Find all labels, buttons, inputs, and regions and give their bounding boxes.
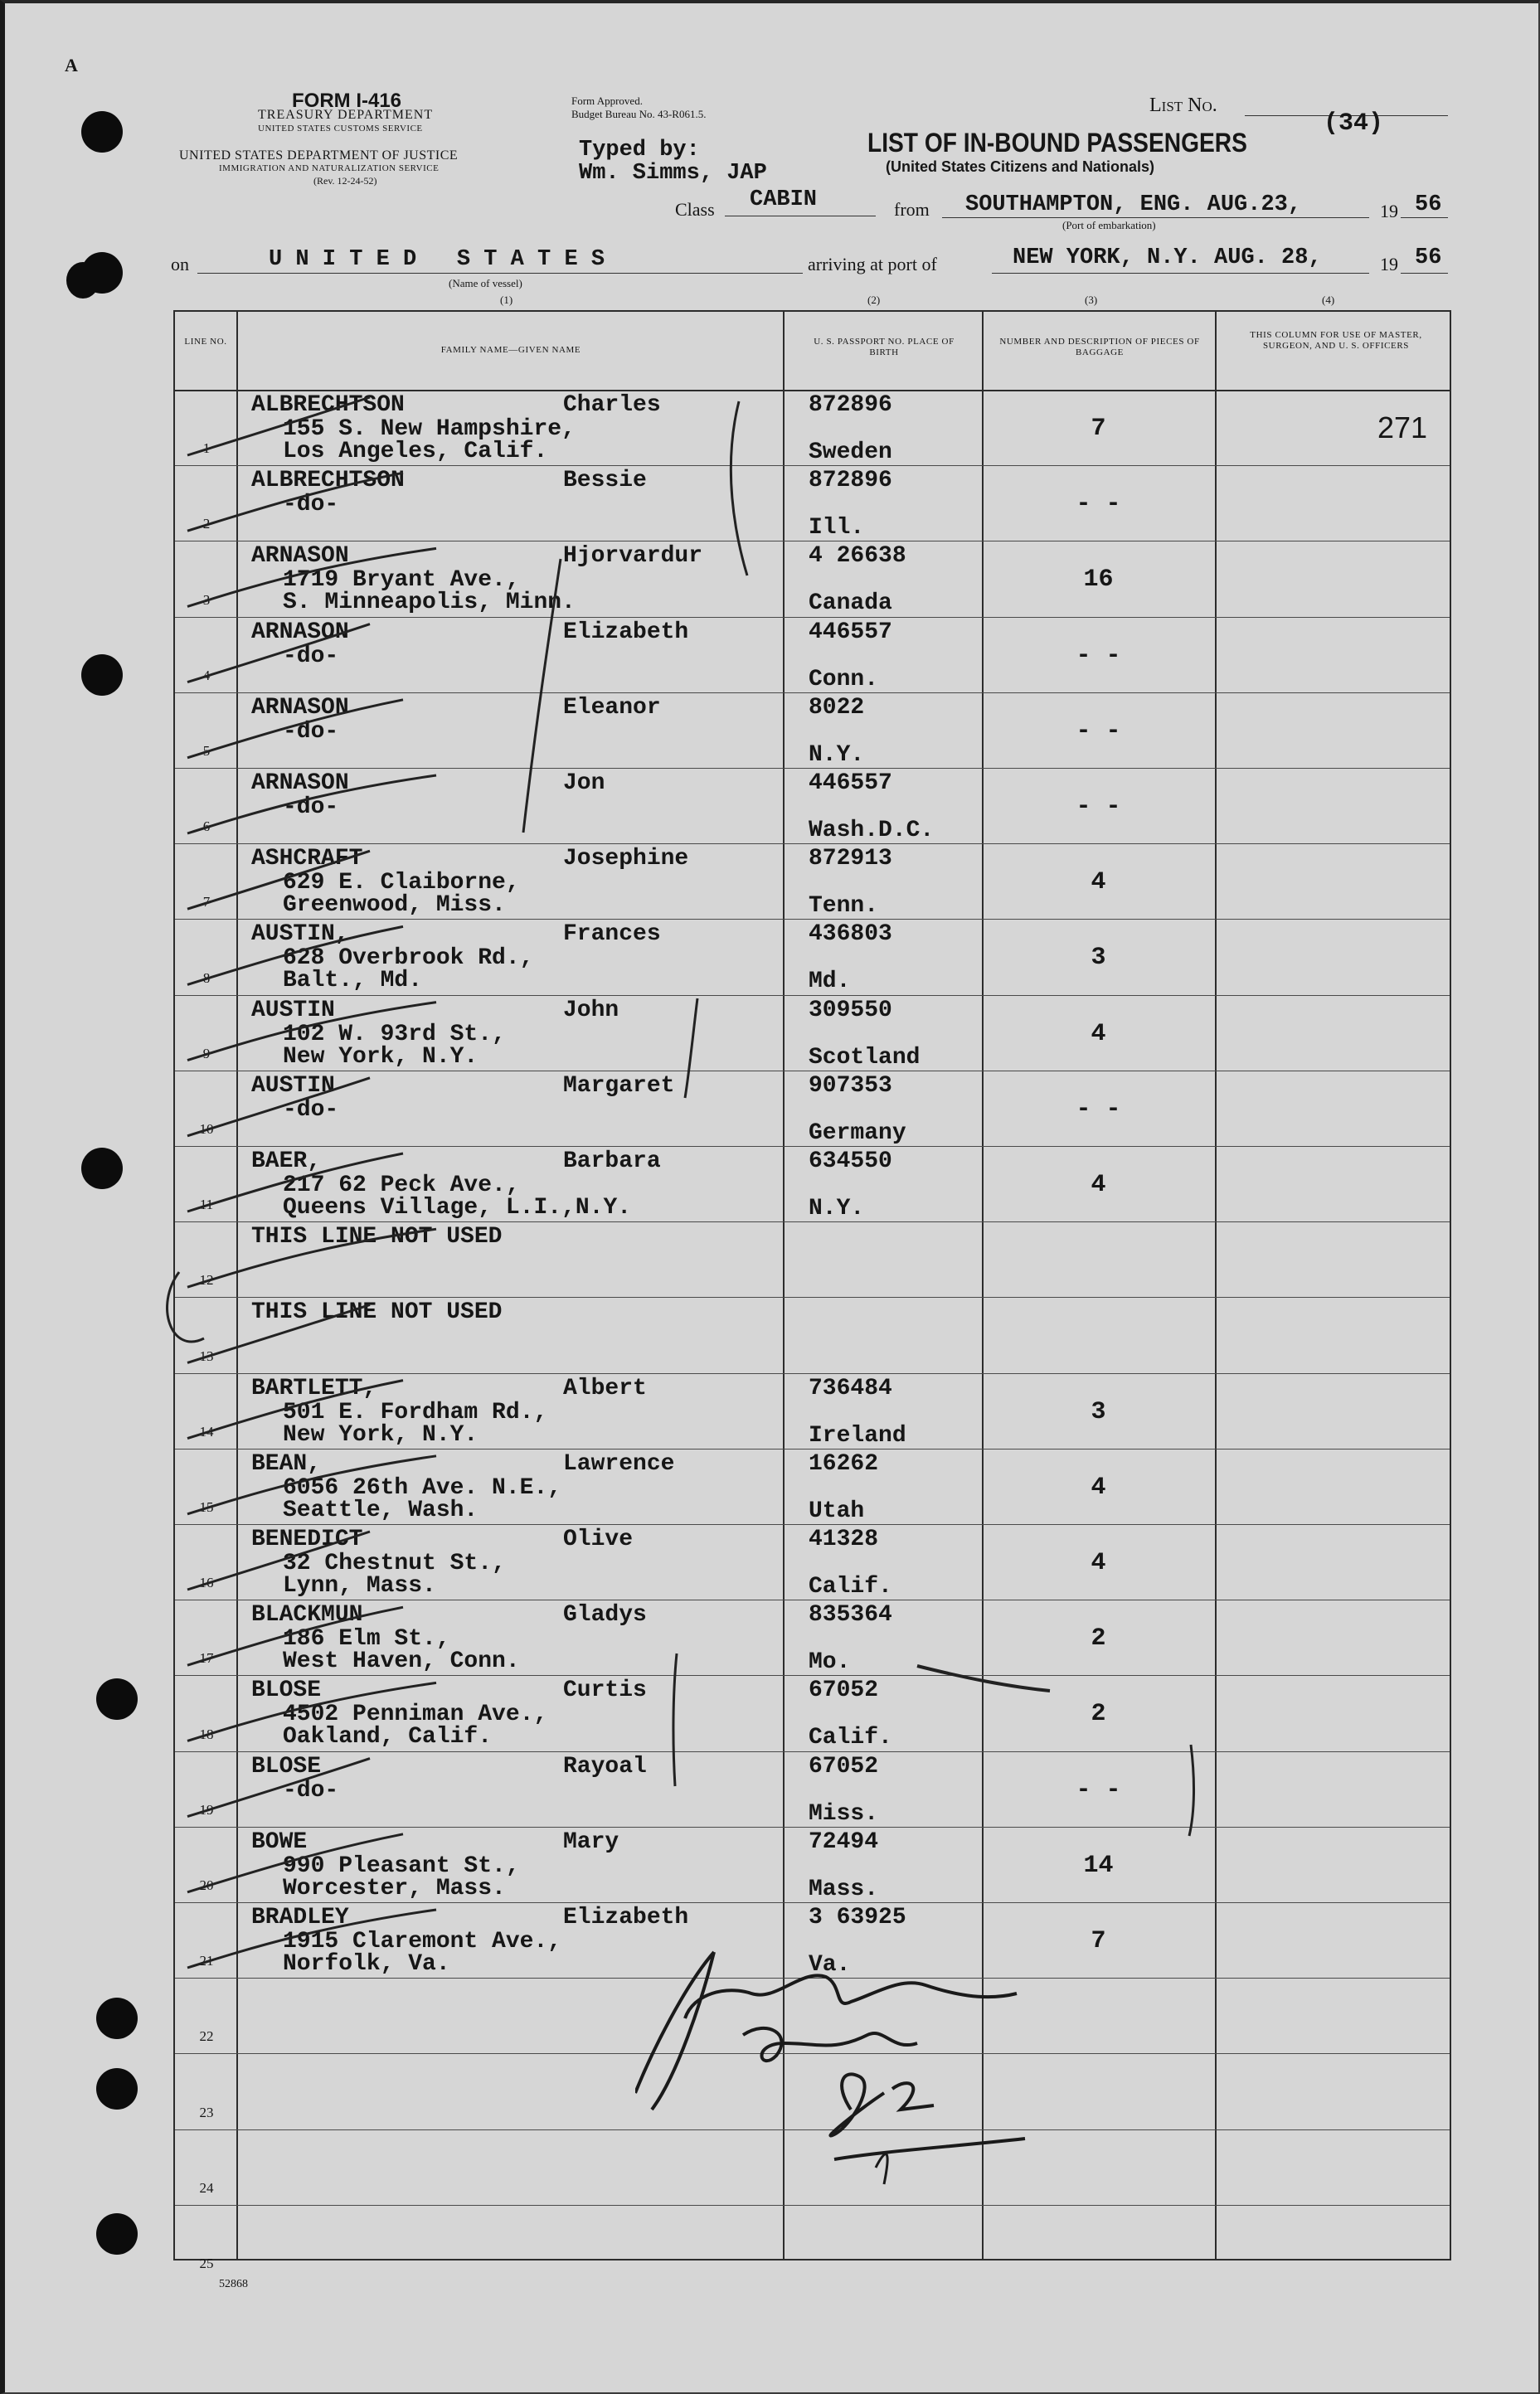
line-number: 22 (199, 2028, 214, 2045)
check-mark-stroke (187, 1456, 436, 1514)
baggage-count: 14 (1083, 1851, 1114, 1880)
passenger-address-line2: Seattle, Wash. (283, 1497, 479, 1523)
check-mark-stroke (187, 548, 436, 606)
passenger-family-name: AUSTIN (251, 1072, 335, 1099)
form-title: LIST OF IN-BOUND PASSENGERS (867, 128, 1247, 158)
passenger-family-name: THIS LINE NOT USED (251, 1224, 503, 1250)
passenger-address-line2: Balt., Md. (283, 968, 423, 994)
list-no-value: (34) (1324, 109, 1384, 138)
form-subtitle: (United States Citizens and Nationals) (886, 158, 1155, 175)
passenger-family-name: ARNASON (251, 770, 349, 796)
passenger-address-line1: 4502 Penniman Ave., (283, 1702, 548, 1728)
passenger-family-name: BLOSE (251, 1753, 322, 1780)
line-number: 25 (199, 2256, 214, 2271)
passenger-address-line2: Greenwood, Miss. (283, 892, 506, 919)
punch-hole (66, 262, 100, 299)
header-name: FAMILY NAME—GIVEN NAME (440, 345, 581, 355)
check-mark-stroke (187, 851, 370, 909)
from-year-line (1401, 217, 1448, 218)
header-baggage: NUMBER AND DESCRIPTION OF PIECES OF BAGGAGE (999, 337, 1200, 357)
from-label: from (894, 199, 930, 220)
passenger-family-name: BOWE (251, 1828, 308, 1855)
passenger-family-name: ALBRECHTSON (251, 392, 405, 418)
arriving-label: arriving at port of (808, 254, 937, 274)
check-mark-stroke (187, 1381, 403, 1439)
check-mark-stroke (187, 473, 403, 531)
passenger-given-name: John (563, 997, 619, 1023)
line-number: 12 (199, 1272, 214, 1289)
class-value: CABIN (750, 187, 818, 212)
justice-department: UNITED STATES DEPARTMENT OF JUSTICE (179, 148, 459, 163)
place-of-birth: Tenn. (809, 893, 879, 920)
on-label: on (171, 254, 189, 274)
passenger-address-line2: S. Minneapolis, Minn. (283, 590, 576, 616)
line-number: 14 (199, 1423, 214, 1440)
check-mark-stroke (187, 1229, 436, 1287)
check-mark-stroke (187, 1078, 370, 1136)
col-marker-1: (1) (500, 294, 513, 306)
place-of-birth: Mo. (809, 1649, 851, 1676)
passport-number: 736484 (809, 1375, 892, 1401)
passenger-given-name: Frances (563, 921, 661, 948)
baggage-count: 4 (1091, 1473, 1106, 1502)
line-number: 13 (199, 1348, 214, 1364)
passenger-family-name: ARNASON (251, 543, 349, 570)
passenger-given-name: Josephine (563, 846, 689, 872)
passport-number: 309550 (809, 997, 892, 1023)
from-year-prefix: 19 (1380, 201, 1398, 221)
header-line-no: LINE NO. (184, 337, 227, 347)
passenger-address-line1: 6056 26th Ave. N.E., (283, 1474, 562, 1501)
place-of-birth: Va. (809, 1952, 851, 1978)
from-line (942, 217, 1369, 218)
check-mark-stroke (187, 1003, 436, 1061)
check-mark-stroke (187, 1153, 403, 1212)
vessel-caption: (Name of vessel) (449, 277, 522, 289)
passenger-address-line2: Norfolk, Va. (283, 1951, 450, 1977)
punch-hole (81, 654, 123, 696)
passenger-address-line2: Los Angeles, Calif. (283, 439, 548, 464)
line-number: 11 (199, 1197, 214, 1213)
passenger-address-line1: -do- (283, 1777, 339, 1804)
passenger-family-name: ARNASON (251, 619, 349, 645)
check-mark-stroke (187, 1759, 370, 1817)
passport-number: 872896 (809, 468, 892, 494)
passenger-given-name: Rayoal (563, 1753, 647, 1780)
immigration-service: IMMIGRATION AND NATURALIZATION SERVICE (219, 163, 440, 173)
passport-number: 446557 (809, 770, 892, 796)
baggage-count: 2 (1091, 1624, 1106, 1653)
baggage-count: 4 (1091, 1171, 1106, 1199)
place-of-birth: N.Y. (809, 741, 865, 768)
arrival-value: NEW YORK, N.Y. AUG. 28, (1013, 245, 1322, 270)
row-divider (175, 2205, 1450, 2206)
passenger-address-line1: -do- (283, 794, 339, 820)
passport-number: 16262 (809, 1450, 879, 1477)
line-number: 24 (199, 2179, 214, 2196)
passenger-given-name: Gladys (563, 1602, 647, 1629)
baggage-count: 16 (1083, 566, 1114, 595)
passenger-given-name: Olive (563, 1527, 634, 1552)
line-number: 9 (202, 1045, 211, 1061)
check-mark-stroke (187, 926, 403, 984)
baggage-count: 3 (1091, 944, 1106, 973)
vessel-name: U N I T E D S T A T E S (269, 247, 605, 272)
passenger-address-line1: 102 W. 93rd St., (283, 1021, 506, 1047)
port-caption: (Port of embarkation) (1062, 219, 1156, 231)
baggage-count: - - (1076, 793, 1121, 821)
passenger-given-name: Charles (563, 392, 661, 418)
passport-number: 3 63925 (809, 1905, 906, 1930)
passport-number: 41328 (809, 1527, 879, 1552)
place-of-birth: Ireland (809, 1422, 906, 1449)
place-of-birth: Germany (809, 1119, 906, 1146)
from-value: SOUTHAMPTON, ENG. AUG.23, (965, 192, 1302, 217)
baggage-count: - - (1076, 1095, 1121, 1124)
line-number: 5 (202, 743, 211, 759)
punch-hole (96, 2068, 138, 2110)
place-of-birth: Calif. (809, 1574, 892, 1600)
baggage-count: - - (1076, 641, 1121, 670)
passenger-address-line1: -do- (283, 718, 339, 745)
place-of-birth: Ill. (809, 515, 865, 541)
customs-service: UNITED STATES CUSTOMS SERVICE (258, 124, 423, 134)
baggage-count: - - (1076, 716, 1121, 745)
passport-number: 67052 (809, 1753, 879, 1780)
line-number: 6 (202, 818, 211, 835)
passenger-given-name: Albert (563, 1375, 647, 1401)
passenger-family-name: BAER, (251, 1148, 322, 1174)
arrival-line (992, 273, 1369, 274)
punch-hole (96, 2213, 138, 2255)
passenger-given-name: Lawrence (563, 1450, 675, 1477)
passenger-family-name: BRADLEY (251, 1905, 349, 1930)
arrival-year-line (1401, 273, 1448, 274)
officer-note: 271 (1377, 410, 1428, 444)
check-mark-stroke (187, 1532, 370, 1590)
passenger-address-line1: 501 E. Fordham Rd., (283, 1399, 548, 1425)
passenger-address-line1: -do- (283, 643, 339, 669)
typed-by-value: Wm. Simms, JAP (579, 161, 767, 186)
passport-number: 436803 (809, 921, 892, 948)
passenger-family-name: ASHCRAFT (251, 846, 363, 872)
passenger-family-name: ALBRECHTSON (251, 468, 405, 494)
passenger-address-line1: 155 S. New Hampshire, (283, 416, 576, 442)
check-mark-stroke (187, 1834, 403, 1892)
passenger-address-line1: 32 Chestnut St., (283, 1551, 506, 1576)
baggage-count: 3 (1091, 1397, 1106, 1426)
place-of-birth: Sweden (809, 439, 892, 465)
vessel-line (197, 273, 803, 274)
arrival-year: 56 (1415, 245, 1442, 270)
arrival-year-prefix: 19 (1380, 254, 1398, 274)
col-marker-2: (2) (867, 294, 881, 306)
col-marker-3: (3) (1085, 294, 1098, 306)
baggage-count: 4 (1091, 1019, 1106, 1048)
passport-number: 446557 (809, 619, 892, 645)
line-number: 17 (199, 1650, 214, 1667)
baggage-count: 4 (1091, 1549, 1106, 1577)
passenger-family-name: BARTLETT, (251, 1375, 377, 1401)
check-mark-stroke (187, 775, 436, 833)
check-mark-stroke (187, 624, 370, 682)
baggage-count: 4 (1091, 868, 1106, 897)
line-number: 1 (202, 440, 211, 457)
class-label: Class (675, 199, 715, 220)
line-number: 3 (202, 591, 211, 608)
check-mark-stroke (187, 700, 403, 758)
passenger-family-name: THIS LINE NOT USED (251, 1299, 503, 1326)
check-marks (154, 368, 1315, 2010)
punch-hole (81, 1148, 123, 1189)
passenger-given-name: Barbara (563, 1148, 661, 1174)
check-mark-stroke (187, 1910, 436, 1968)
place-of-birth: Miss. (809, 1800, 879, 1827)
passenger-address-line1: 186 Elm St., (283, 1626, 450, 1653)
passenger-given-name: Hjorvardur (563, 543, 703, 570)
check-mark-stroke (187, 1683, 436, 1741)
passenger-address-line2: Lynn, Mass. (283, 1573, 436, 1599)
passport-number: 4 26638 (809, 543, 906, 570)
line-number: 23 (199, 2104, 214, 2120)
place-of-birth: Scotland (809, 1044, 921, 1071)
passenger-address-line1: 628 Overbrook Rd., (283, 945, 534, 972)
passenger-address-line1: 990 Pleasant St., (283, 1853, 520, 1879)
form-approved: Form Approved. (571, 95, 643, 107)
passport-number: 8022 (809, 694, 865, 721)
baggage-count: - - (1076, 490, 1121, 519)
passenger-given-name: Mary (563, 1828, 619, 1855)
passport-number: 72494 (809, 1828, 879, 1855)
passenger-family-name: BEAN, (251, 1450, 322, 1477)
line-number: 18 (199, 1726, 214, 1742)
passenger-family-name: AUSTIN (251, 997, 335, 1023)
punch-hole (96, 1998, 138, 2039)
passport-number: 67052 (809, 1678, 879, 1704)
footer-code: 52868 (219, 2278, 248, 2290)
baggage-count: 7 (1091, 1927, 1106, 1955)
passenger-address-line1: 1719 Bryant Ave., (283, 567, 520, 594)
passport-number: 907353 (809, 1072, 892, 1099)
passenger-given-name: Elizabeth (563, 619, 689, 645)
passenger-given-name: Jon (563, 770, 605, 796)
passenger-address-line1: -do- (283, 1096, 339, 1123)
form-number: FORM I-416 (292, 90, 402, 112)
place-of-birth: Mass. (809, 1876, 879, 1902)
line-number: 4 (202, 667, 211, 683)
col-marker-4: (4) (1322, 294, 1335, 306)
place-of-birth: Canada (809, 590, 892, 617)
line-number: 10 (199, 1121, 214, 1137)
form-revision: (Rev. 12-24-52) (313, 175, 377, 187)
passport-number: 872896 (809, 392, 892, 418)
passenger-family-name: BLACKMUN (251, 1602, 363, 1629)
baggage-count: - - (1076, 1775, 1121, 1804)
line-number: 16 (199, 1575, 214, 1591)
passenger-address-line1: 1915 Claremont Ave., (283, 1929, 562, 1955)
passenger-address-line2: Oakland, Calif. (283, 1724, 493, 1751)
line-number: 15 (199, 1499, 214, 1515)
check-mark-stroke (187, 397, 370, 455)
treasury-department: TREASURY DEPARTMENT (258, 108, 434, 122)
from-year: 56 (1415, 192, 1442, 217)
passenger-address-line1: -do- (283, 492, 339, 518)
passenger-given-name: Margaret (563, 1072, 675, 1099)
check-mark-stroke (187, 1607, 403, 1665)
punch-hole (81, 111, 123, 153)
passenger-family-name: AUSTIN, (251, 921, 349, 948)
check-mark-stroke (187, 1304, 370, 1362)
place-of-birth: Wash.D.C. (809, 818, 935, 843)
punch-hole (96, 1678, 138, 1720)
place-of-birth: Utah (809, 1498, 865, 1524)
passport-number: 835364 (809, 1602, 892, 1629)
passport-number: 872913 (809, 846, 892, 872)
typed-by-label: Typed by: (579, 138, 700, 163)
passenger-address-line2: New York, N.Y. (283, 1043, 479, 1070)
budget-bureau-no: Budget Bureau No. 43-R061.5. (571, 108, 707, 120)
passenger-family-name: ARNASON (251, 694, 349, 721)
passenger-address-line2: New York, N.Y. (283, 1421, 479, 1448)
passenger-family-name: BLOSE (251, 1678, 322, 1704)
place-of-birth: N.Y. (809, 1196, 865, 1221)
passenger-family-name: BENEDICT (251, 1527, 363, 1552)
place-of-birth: Calif. (809, 1725, 892, 1751)
header-passport: U. S. PASSPORT NO. PLACE OF BIRTH (814, 337, 955, 357)
passport-number: 634550 (809, 1148, 892, 1174)
baggage-count: 2 (1091, 1700, 1106, 1729)
passenger-address-line1: 217 62 Peck Ave., (283, 1173, 520, 1198)
passenger-given-name: Elizabeth (563, 1905, 689, 1930)
passenger-given-name: Bessie (563, 468, 647, 494)
place-of-birth: Conn. (809, 666, 879, 692)
passenger-address-line2: West Haven, Conn. (283, 1649, 520, 1675)
list-no-label: List No. (1149, 95, 1217, 116)
header-officers: THIS COLUMN FOR USE OF MASTER, SURGEON, AND U. S. OFFICERS (1250, 330, 1422, 351)
passenger-address-line1: 629 E. Claiborne, (283, 870, 520, 896)
line-number: 8 (202, 969, 211, 986)
line-number: 7 (202, 894, 211, 910)
line-number: 19 (199, 1801, 214, 1818)
line-number: 21 (199, 1953, 214, 1969)
passenger-given-name: Curtis (563, 1678, 647, 1704)
place-of-birth: Md. (809, 969, 851, 995)
line-number: 2 (202, 516, 211, 532)
corner-letter: A (65, 55, 78, 75)
passenger-address-line2: Queens Village, L.I.,N.Y. (283, 1195, 632, 1221)
line-number: 20 (199, 1877, 214, 1893)
passenger-given-name: Eleanor (563, 694, 661, 721)
passenger-address-line2: Worcester, Mass. (283, 1875, 506, 1901)
baggage-count: 7 (1091, 415, 1106, 443)
